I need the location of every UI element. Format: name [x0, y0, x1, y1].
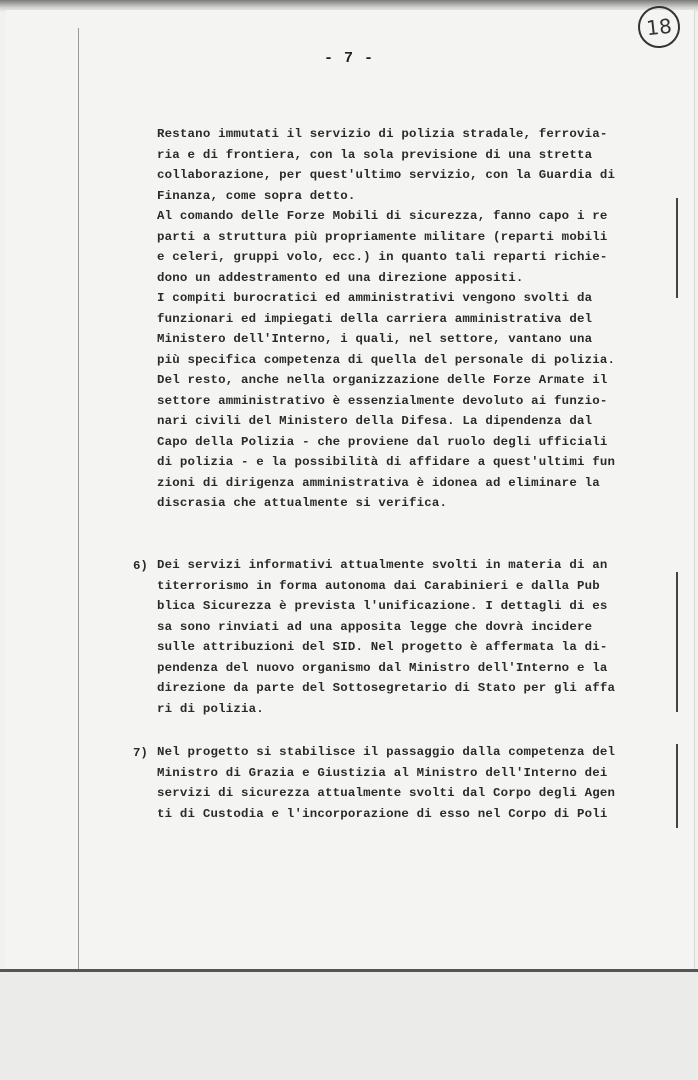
text-line: Dei servizi informativi attualmente svolti in materia di an: [157, 558, 608, 572]
text-line: servizi di sicurezza attualmente svolti dal Corpo degli Agen: [157, 786, 616, 800]
page-number: - 7 -: [323, 50, 374, 67]
text-line: direzione da parte del Sottosegretario di Stato per gli affa: [157, 681, 616, 695]
text-line: collaborazione, per quest'ultimo servizio, con la Guardia di: [157, 168, 616, 182]
text-line: blica Sicurezza è prevista l'unificazione. I dettagli di es: [157, 599, 608, 613]
text-line: I compiti burocratici ed amministrativi vengono svolti da: [157, 291, 593, 305]
text-line: sa sono rinviati ad una apposita legge che dovrà incidere: [157, 619, 593, 634]
text-line: funzionari ed impiegati della carriera amministrativa del: [157, 311, 593, 326]
item-7-paragraph: [157, 742, 667, 824]
text-line: ri di polizia.: [157, 701, 264, 716]
text-line: dono un addestramento ed una direzione appositi.: [157, 270, 524, 285]
item-6-number: 6): [133, 559, 148, 573]
text-line: settore amministrativo è essenzialmente devoluto ai funzio-: [157, 393, 608, 408]
text-line: Restano immutati il servizio di polizia stradale, ferrovia-: [157, 127, 608, 141]
text-line: parti a struttura più propriamente militare (reparti mobili: [157, 229, 608, 244]
item-6-paragraph: [157, 555, 667, 719]
text-line: sulle attribuzioni del SID. Nel progetto è affermata la di-: [157, 640, 608, 654]
margin-mark-3: [676, 744, 678, 828]
text-line: Finanza, come sopra detto.: [157, 188, 356, 203]
margin-mark-1: [676, 198, 678, 298]
text-line: pendenza del nuovo organismo dal Ministro dell'Interno e la: [157, 660, 608, 675]
intro-paragraph: [157, 124, 667, 514]
text-line: di polizia - e la possibilità di affidare a quest'ultimi fun: [157, 455, 616, 469]
text-line: Al comando delle Forze Mobili di sicurezza, fanno capo i re: [157, 209, 608, 223]
text-line: Ministro di Grazia e Giustizia al Ministro dell'Interno dei: [157, 765, 608, 780]
text-line: titerrorismo in forma autonoma dai Carabinieri e dalla Pub: [157, 578, 600, 593]
text-line: Ministero dell'Interno, i quali, nel settore, vantano una: [157, 332, 593, 346]
scan-background: [0, 972, 698, 1080]
text-line: zioni di dirigenza amministrativa è idonea ad eliminare la: [157, 475, 600, 490]
text-line: ria e di frontiera, con la sola previsione di una stretta: [157, 147, 593, 162]
archive-number: 18: [645, 13, 673, 41]
text-line: più specifica competenza di quella del personale di polizia.: [157, 352, 616, 367]
left-margin-line: [78, 28, 79, 972]
text-line: Nel progetto si stabilisce il passaggio dalla competenza del: [157, 745, 616, 759]
text-line: nari civili del Ministero della Difesa. La dipendenza dal: [157, 414, 593, 428]
text-line: discrasia che attualmente si verifica.: [157, 496, 448, 510]
text-line: Del resto, anche nella organizzazione delle Forze Armate il: [157, 373, 608, 387]
margin-mark-2: [676, 572, 678, 712]
text-line: Capo della Polizia - che proviene dal ruolo degli ufficiali: [157, 434, 608, 449]
text-line: ti di Custodia e l'incorporazione di esso nel Corpo di Poli: [157, 806, 608, 821]
text-line: e celeri, gruppi volo, ecc.) in quanto tali reparti richie-: [157, 250, 608, 264]
item-7-number: 7): [133, 746, 148, 760]
